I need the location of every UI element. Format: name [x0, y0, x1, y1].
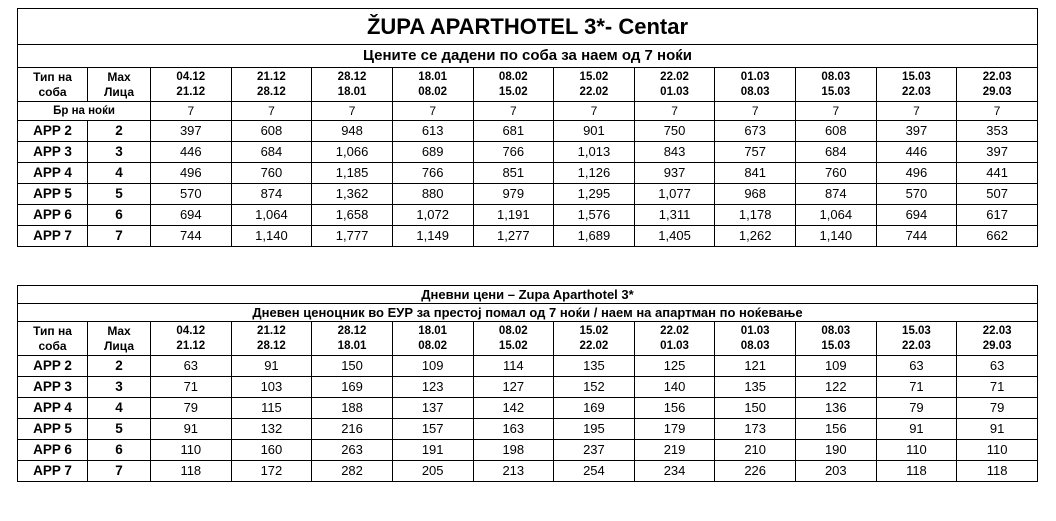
- max-persons-cell: 7: [88, 461, 151, 482]
- price-cell: 210: [715, 440, 796, 461]
- price-cell: 122: [796, 377, 877, 398]
- price-cell: 1,777: [312, 226, 393, 247]
- price-cell: 1,077: [634, 184, 715, 205]
- room-type-header: [18, 322, 88, 356]
- price-cell: 1,149: [392, 226, 473, 247]
- price-cell: 694: [876, 205, 957, 226]
- period-from: 21.12: [257, 70, 286, 83]
- daily-table-subtitle: Дневен ценоцник во ЕУР за престој помал од 7 ноќи / наем на апартман по ноќевање: [18, 304, 1038, 322]
- price-cell: 118: [957, 461, 1038, 482]
- period-header: [231, 68, 312, 102]
- room-type-header-line2: соба: [38, 338, 67, 353]
- period-from: 08.03: [821, 70, 851, 83]
- period-to: 01.03: [660, 85, 689, 98]
- period-header: [312, 322, 393, 356]
- price-cell: 901: [554, 121, 635, 142]
- period-from: 01.03: [740, 70, 770, 83]
- max-persons-header: [88, 322, 151, 356]
- room-type-header-line1: Тип на: [33, 323, 72, 338]
- table-row: [18, 461, 1038, 482]
- price-cell: 750: [634, 121, 715, 142]
- nights-value: 7: [957, 102, 1038, 121]
- period-to: 22.02: [579, 339, 609, 352]
- period-to: 28.12: [257, 85, 286, 98]
- room-type-header-line2: соба: [38, 84, 67, 99]
- period-header: [392, 322, 473, 356]
- price-cell: 1,576: [554, 205, 635, 226]
- max-persons-cell: 3: [88, 142, 151, 163]
- price-cell: 160: [231, 440, 312, 461]
- period-from: 15.02: [579, 70, 609, 83]
- price-cell: 127: [473, 377, 554, 398]
- price-cell: 150: [312, 356, 393, 377]
- price-cell: 63: [151, 356, 232, 377]
- price-cell: 63: [876, 356, 957, 377]
- price-cell: 570: [151, 184, 232, 205]
- price-cell: 843: [634, 142, 715, 163]
- price-cell: 1,658: [312, 205, 393, 226]
- price-cell: 71: [151, 377, 232, 398]
- price-cell: 397: [876, 121, 957, 142]
- daily-table-title: Дневни цени – Zupa Aparthotel 3*: [18, 286, 1038, 304]
- price-cell: 156: [796, 419, 877, 440]
- period-header: [957, 322, 1038, 356]
- period-header: [796, 68, 877, 102]
- price-cell: 1,064: [796, 205, 877, 226]
- period-to: 22.03: [902, 339, 931, 352]
- header-row: [18, 322, 1038, 356]
- price-cell: 109: [796, 356, 877, 377]
- price-cell: 110: [957, 440, 1038, 461]
- price-cell: 353: [957, 121, 1038, 142]
- price-cell: 1,178: [715, 205, 796, 226]
- price-cell: 195: [554, 419, 635, 440]
- price-cell: 121: [715, 356, 796, 377]
- price-cell: 91: [231, 356, 312, 377]
- period-from: 04.12: [176, 324, 206, 337]
- nights-value: 7: [634, 102, 715, 121]
- price-cell: 570: [876, 184, 957, 205]
- price-cell: 968: [715, 184, 796, 205]
- price-cell: 123: [392, 377, 473, 398]
- period-header: [473, 68, 554, 102]
- period-to: 18.01: [337, 339, 367, 352]
- price-cell: 397: [957, 142, 1038, 163]
- period-header: [151, 322, 232, 356]
- price-cell: 254: [554, 461, 635, 482]
- price-cell: 219: [634, 440, 715, 461]
- price-cell: 110: [151, 440, 232, 461]
- table-row: [18, 419, 1038, 440]
- daily-price-table: [17, 285, 1038, 482]
- price-cell: 1,295: [554, 184, 635, 205]
- price-cell: 172: [231, 461, 312, 482]
- price-cell: 1,311: [634, 205, 715, 226]
- price-cell: 496: [151, 163, 232, 184]
- price-cell: 79: [151, 398, 232, 419]
- price-cell: 226: [715, 461, 796, 482]
- nights-value: 7: [312, 102, 393, 121]
- max-persons-cell: 5: [88, 184, 151, 205]
- room-type-cell: APP 6: [18, 440, 88, 461]
- price-cell: 191: [392, 440, 473, 461]
- price-cell: 173: [715, 419, 796, 440]
- price-cell: 152: [554, 377, 635, 398]
- period-to: 22.02: [579, 85, 609, 98]
- price-cell: 1,185: [312, 163, 393, 184]
- price-cell: 948: [312, 121, 393, 142]
- price-cell: 179: [634, 419, 715, 440]
- price-cell: 617: [957, 205, 1038, 226]
- room-type-cell: APP 3: [18, 142, 88, 163]
- max-persons-header-line2: Лица: [104, 84, 134, 99]
- price-cell: 263: [312, 440, 393, 461]
- max-persons-cell: 6: [88, 205, 151, 226]
- period-to: 21.12: [176, 85, 206, 98]
- price-cell: 125: [634, 356, 715, 377]
- price-cell: 63: [957, 356, 1038, 377]
- price-cell: 880: [392, 184, 473, 205]
- price-cell: 757: [715, 142, 796, 163]
- period-from: 08.02: [498, 324, 528, 337]
- nights-value: 7: [231, 102, 312, 121]
- table-row: [18, 184, 1038, 205]
- period-from: 04.12: [176, 70, 206, 83]
- price-cell: 441: [957, 163, 1038, 184]
- price-cell: 118: [876, 461, 957, 482]
- price-cell: 205: [392, 461, 473, 482]
- period-to: 21.12: [176, 339, 206, 352]
- period-from: 18.01: [418, 70, 448, 83]
- price-cell: 114: [473, 356, 554, 377]
- period-to: 22.03: [902, 85, 931, 98]
- period-from: 22.03: [982, 324, 1012, 337]
- price-cell: 157: [392, 419, 473, 440]
- room-type-cell: APP 2: [18, 121, 88, 142]
- price-cell: 1,191: [473, 205, 554, 226]
- period-header: [715, 322, 796, 356]
- price-cell: 103: [231, 377, 312, 398]
- price-cell: 282: [312, 461, 393, 482]
- price-cell: 1,066: [312, 142, 393, 163]
- price-cell: 608: [796, 121, 877, 142]
- period-from: 28.12: [337, 70, 367, 83]
- period-from: 15.03: [902, 70, 931, 83]
- weekly-table-title: ŽUPA APARTHOTEL 3*- Centar: [18, 9, 1038, 45]
- table-row: [18, 205, 1038, 226]
- period-to: 15.03: [821, 339, 851, 352]
- price-cell: 874: [231, 184, 312, 205]
- period-to: 15.03: [821, 85, 851, 98]
- period-from: 15.02: [579, 324, 609, 337]
- price-cell: 190: [796, 440, 877, 461]
- table-row: [18, 163, 1038, 184]
- price-cell: 203: [796, 461, 877, 482]
- price-cell: 132: [231, 419, 312, 440]
- price-cell: 188: [312, 398, 393, 419]
- room-type-header: [18, 68, 88, 102]
- price-cell: 1,262: [715, 226, 796, 247]
- price-cell: 766: [473, 142, 554, 163]
- period-from: 22.03: [982, 70, 1012, 83]
- max-persons-cell: 6: [88, 440, 151, 461]
- nights-value: 7: [715, 102, 796, 121]
- period-from: 01.03: [740, 324, 770, 337]
- period-from: 21.12: [257, 324, 286, 337]
- period-from: 08.02: [498, 70, 528, 83]
- period-to: 29.03: [982, 339, 1012, 352]
- price-cell: 684: [231, 142, 312, 163]
- price-cell: 118: [151, 461, 232, 482]
- max-persons-header: [88, 68, 151, 102]
- price-cell: 163: [473, 419, 554, 440]
- period-header: [554, 322, 635, 356]
- room-type-cell: APP 4: [18, 163, 88, 184]
- period-header: [312, 68, 393, 102]
- price-cell: 71: [957, 377, 1038, 398]
- period-from: 22.02: [660, 324, 689, 337]
- period-from: 15.03: [902, 324, 931, 337]
- period-header: [151, 68, 232, 102]
- nights-value: 7: [151, 102, 232, 121]
- room-type-cell: APP 5: [18, 184, 88, 205]
- price-cell: 109: [392, 356, 473, 377]
- price-cell: 979: [473, 184, 554, 205]
- price-cell: 140: [634, 377, 715, 398]
- period-to: 18.01: [337, 85, 367, 98]
- max-persons-cell: 5: [88, 419, 151, 440]
- price-cell: 1,064: [231, 205, 312, 226]
- nights-value: 7: [876, 102, 957, 121]
- price-cell: 136: [796, 398, 877, 419]
- price-cell: 673: [715, 121, 796, 142]
- room-type-cell: APP 4: [18, 398, 88, 419]
- price-cell: 169: [312, 377, 393, 398]
- price-cell: 1,072: [392, 205, 473, 226]
- price-cell: 1,277: [473, 226, 554, 247]
- price-cell: 91: [151, 419, 232, 440]
- nights-value: 7: [473, 102, 554, 121]
- price-cell: 79: [876, 398, 957, 419]
- price-cell: 137: [392, 398, 473, 419]
- table-row: [18, 356, 1038, 377]
- room-type-cell: APP 6: [18, 205, 88, 226]
- price-cell: 694: [151, 205, 232, 226]
- period-to: 01.03: [660, 339, 689, 352]
- table-row: [18, 226, 1038, 247]
- max-persons-cell: 4: [88, 398, 151, 419]
- price-cell: 446: [876, 142, 957, 163]
- price-cell: 234: [634, 461, 715, 482]
- price-cell: 1,013: [554, 142, 635, 163]
- price-cell: 1,362: [312, 184, 393, 205]
- period-header: [554, 68, 635, 102]
- period-header: [957, 68, 1038, 102]
- room-type-cell: APP 7: [18, 461, 88, 482]
- price-cell: 216: [312, 419, 393, 440]
- table-row: [18, 121, 1038, 142]
- price-cell: 874: [796, 184, 877, 205]
- period-header: [231, 322, 312, 356]
- period-to: 15.02: [498, 339, 528, 352]
- price-cell: 135: [715, 377, 796, 398]
- period-header: [634, 322, 715, 356]
- period-from: 18.01: [418, 324, 448, 337]
- max-persons-cell: 2: [88, 121, 151, 142]
- price-cell: 841: [715, 163, 796, 184]
- price-cell: 150: [715, 398, 796, 419]
- table-row: [18, 440, 1038, 461]
- nights-value: 7: [796, 102, 877, 121]
- price-cell: 613: [392, 121, 473, 142]
- room-type-cell: APP 2: [18, 356, 88, 377]
- max-persons-header-line1: Max: [107, 323, 131, 338]
- period-to: 15.02: [498, 85, 528, 98]
- weekly-price-table: [17, 8, 1038, 247]
- price-cell: 766: [392, 163, 473, 184]
- price-cell: 744: [876, 226, 957, 247]
- nights-label: Бр на ноќи: [18, 102, 151, 121]
- price-cell: 91: [957, 419, 1038, 440]
- price-cell: 156: [634, 398, 715, 419]
- nights-row: [18, 102, 1038, 121]
- price-cell: 851: [473, 163, 554, 184]
- room-type-cell: APP 5: [18, 419, 88, 440]
- price-cell: 446: [151, 142, 232, 163]
- room-type-header-line1: Тип на: [33, 69, 72, 84]
- price-cell: 608: [231, 121, 312, 142]
- period-to: 08.02: [418, 85, 448, 98]
- max-persons-cell: 7: [88, 226, 151, 247]
- period-from: 22.02: [660, 70, 689, 83]
- price-cell: 237: [554, 440, 635, 461]
- price-cell: 496: [876, 163, 957, 184]
- price-cell: 71: [876, 377, 957, 398]
- price-cell: 115: [231, 398, 312, 419]
- price-cell: 198: [473, 440, 554, 461]
- price-cell: 1,689: [554, 226, 635, 247]
- price-cell: 1,140: [796, 226, 877, 247]
- price-cell: 91: [876, 419, 957, 440]
- period-to: 29.03: [982, 85, 1012, 98]
- price-cell: 79: [957, 398, 1038, 419]
- period-header: [715, 68, 796, 102]
- price-cell: 169: [554, 398, 635, 419]
- period-to: 08.03: [740, 85, 770, 98]
- price-cell: 507: [957, 184, 1038, 205]
- price-cell: 689: [392, 142, 473, 163]
- price-cell: 744: [151, 226, 232, 247]
- period-header: [876, 68, 957, 102]
- nights-value: 7: [392, 102, 473, 121]
- price-cell: 937: [634, 163, 715, 184]
- room-type-cell: APP 3: [18, 377, 88, 398]
- period-header: [796, 322, 877, 356]
- price-cell: 1,405: [634, 226, 715, 247]
- room-type-cell: APP 7: [18, 226, 88, 247]
- max-persons-header-line2: Лица: [104, 338, 134, 353]
- max-persons-cell: 2: [88, 356, 151, 377]
- max-persons-cell: 3: [88, 377, 151, 398]
- table-row: [18, 377, 1038, 398]
- period-header: [876, 322, 957, 356]
- table-row: [18, 142, 1038, 163]
- max-persons-header-line1: Max: [107, 69, 131, 84]
- price-cell: 760: [796, 163, 877, 184]
- price-cell: 135: [554, 356, 635, 377]
- period-to: 28.12: [257, 339, 286, 352]
- max-persons-cell: 4: [88, 163, 151, 184]
- header-row: [18, 68, 1038, 102]
- price-cell: 213: [473, 461, 554, 482]
- period-to: 08.03: [740, 339, 770, 352]
- period-from: 08.03: [821, 324, 851, 337]
- price-cell: 681: [473, 121, 554, 142]
- period-header: [392, 68, 473, 102]
- period-header: [473, 322, 554, 356]
- weekly-table-subtitle: Цените се дадени по соба за наем од 7 ноќи: [18, 45, 1038, 68]
- table-row: [18, 398, 1038, 419]
- price-cell: 760: [231, 163, 312, 184]
- period-to: 08.02: [418, 339, 448, 352]
- price-cell: 662: [957, 226, 1038, 247]
- nights-value: 7: [554, 102, 635, 121]
- price-cell: 684: [796, 142, 877, 163]
- period-header: [634, 68, 715, 102]
- price-cell: 1,126: [554, 163, 635, 184]
- price-cell: 110: [876, 440, 957, 461]
- period-from: 28.12: [337, 324, 367, 337]
- price-cell: 1,140: [231, 226, 312, 247]
- price-cell: 142: [473, 398, 554, 419]
- price-cell: 397: [151, 121, 232, 142]
